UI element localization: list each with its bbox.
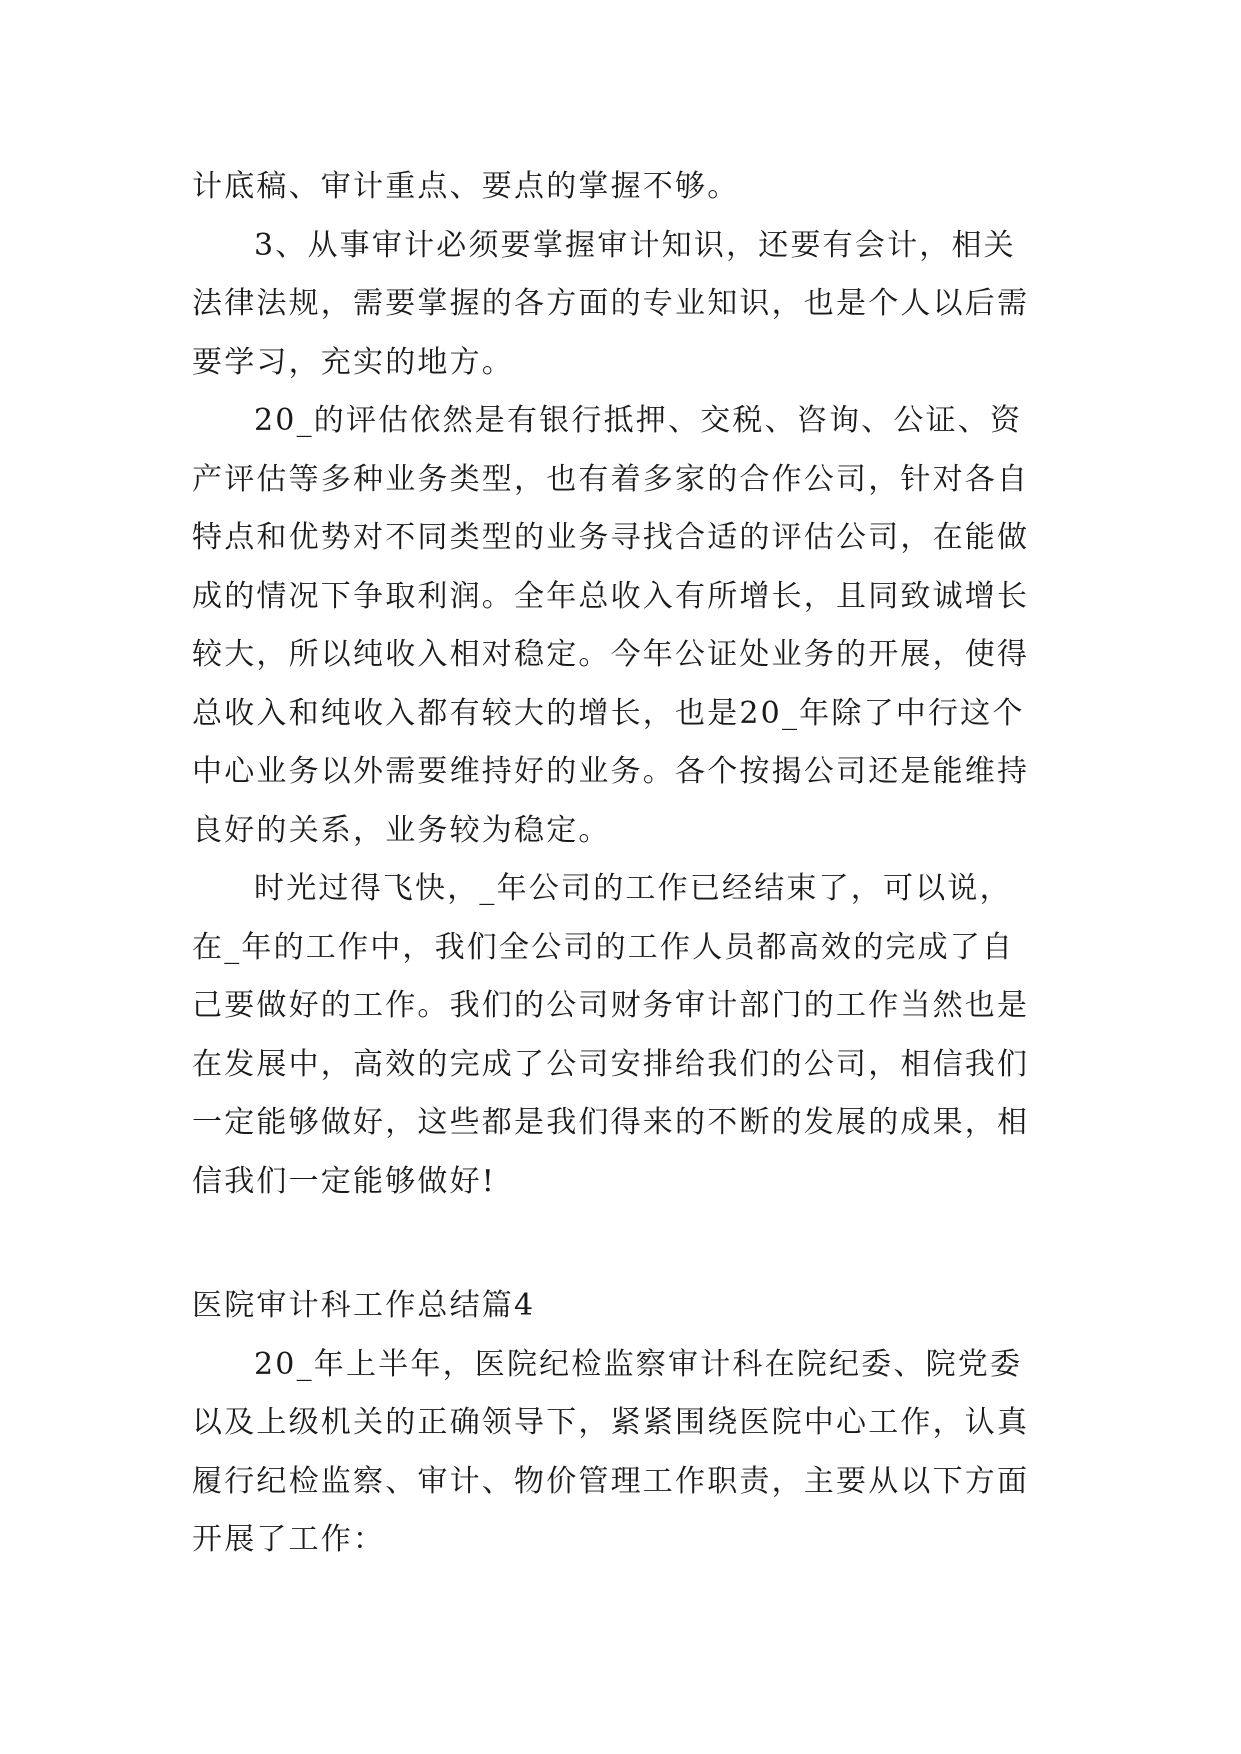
text-line: 成的情况下争取利润。全年总收入有所增长，且同致诚增长 xyxy=(192,578,1030,614)
text-line: 总收入和纯收入都有较大的增长，也是20_年除了中行这个 xyxy=(192,695,1025,731)
text-line: 己要做好的工作。我们的公司财务审计部门的工作当然也是 xyxy=(192,988,1030,1023)
text-line: 时光过得飞快，_年公司的工作已经结束了，可以说， xyxy=(254,871,1012,906)
text-line: 中心业务以外需要维持好的业务。各个按揭公司还是能维持 xyxy=(192,754,1030,789)
document-page xyxy=(192,158,1048,1570)
text-line: 产评估等多种业务类型，也有着多家的合作公司，针对各自 xyxy=(192,461,1030,497)
text-line: 计底稿、审计重点、要点的掌握不够。 xyxy=(192,169,740,204)
text-line: 20_年上半年，医院纪检监察审计科在院纪委、院党委 xyxy=(254,1346,1023,1382)
text-line: 履行纪检监察、审计、物价管理工作职责，主要从以下方面 xyxy=(192,1463,1030,1499)
paragraph-section4 xyxy=(192,1336,1048,1570)
text-line: 20_的评估依然是有银行抵押、交税、咨询、公证、资 xyxy=(254,403,1023,438)
text-line: 在发展中，高效的完成了公司安排给我们的公司，相信我们 xyxy=(192,1046,1030,1082)
text-line: 信我们一定能够做好! xyxy=(192,1163,497,1199)
paragraph-assessment xyxy=(192,392,1048,860)
text-line: 在_年的工作中，我们全公司的工作人员都高效的完成了自 xyxy=(192,929,1015,965)
text-line: 要学习，充实的地方。 xyxy=(192,344,514,380)
paragraph-continued xyxy=(192,158,1048,217)
paragraph-time xyxy=(192,860,1048,1211)
text-line: 较大，所以纯收入相对稳定。今年公证处业务的开展，使得 xyxy=(192,637,1030,672)
text-line: 开展了工作： xyxy=(192,1522,386,1557)
text-line: 法律法规，需要掌握的各方面的专业知识，也是个人以后需 xyxy=(192,286,1030,321)
section-heading: 医院审计科工作总结篇4 xyxy=(192,1288,536,1323)
text-line: 以及上级机关的正确领导下，紧紧围绕医院中心工作，认真 xyxy=(192,1405,1030,1440)
paragraph-item-3 xyxy=(192,217,1048,393)
spacer xyxy=(192,1211,1048,1277)
text-line: 良好的关系，业务较为稳定。 xyxy=(192,812,611,848)
text-line: 一定能够做好，这些都是我们得来的不断的发展的成果，相 xyxy=(192,1105,1030,1140)
text-line: 3、从事审计必须要掌握审计知识，还要有会计，相关 xyxy=(254,227,1016,263)
text-line: 特点和优势对不同类型的业务寻找合适的评估公司，在能做 xyxy=(192,520,1030,555)
